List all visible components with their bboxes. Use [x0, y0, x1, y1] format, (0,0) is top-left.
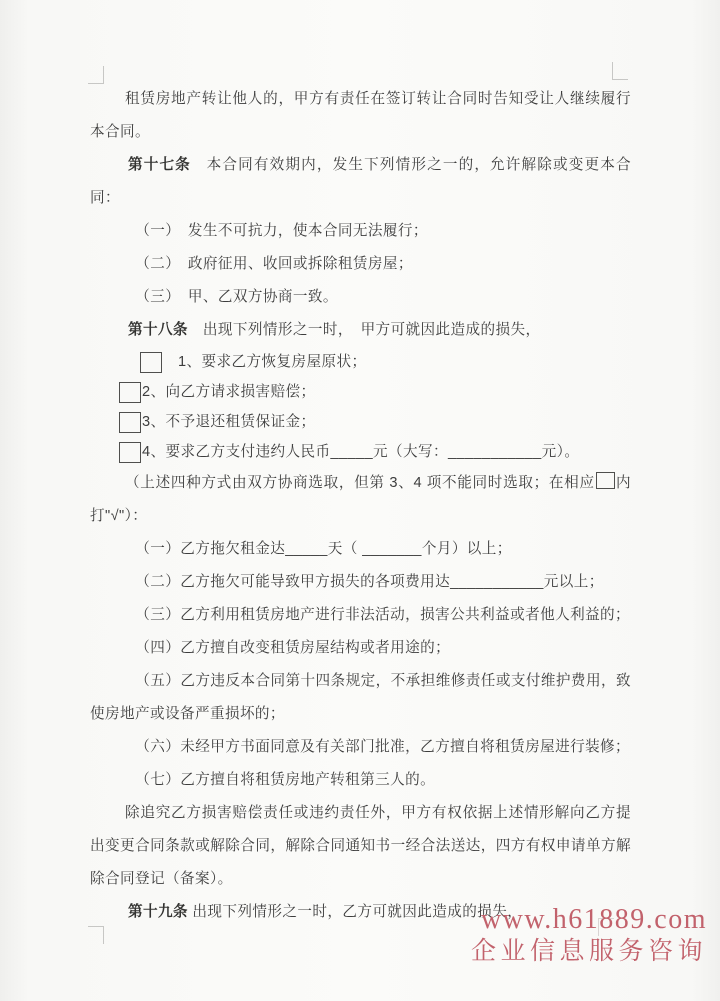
- clause-18-item-1: （一）乙方拖欠租金达_____天（ _______个月）以上；: [135, 541, 512, 557]
- checkbox-option-3[interactable]: [119, 412, 141, 433]
- clause-17-heading: [90, 149, 631, 215]
- selection-note-text-after: 内打"√"）：: [90, 475, 631, 524]
- checkbox-option-4[interactable]: [119, 442, 141, 463]
- clause-17-text: 本合同有效期内，发生下列情形之一的，允许解除或变更本合同：: [90, 157, 632, 206]
- clause-19-number: 第十九条: [127, 904, 188, 920]
- watermark-caption: 企业信息服务咨询: [470, 937, 707, 965]
- checkbox-option-2[interactable]: [119, 382, 141, 403]
- checkbox-option-2-label: 2、向乙方请求损害赔偿；: [142, 383, 316, 400]
- crop-mark-top-left: [88, 66, 104, 84]
- clause-18-item-5: （五）乙方违反本合同第十四条规定，不承担维修责任或支付维护费用，致使房地产或设备严重损坏的；: [90, 673, 631, 722]
- checkbox-option-3-label: 3、不予退还租赁保证金；: [142, 413, 316, 430]
- clause-18-item-7: （七）乙方擅自将租赁房地产转租第三人的。: [135, 772, 436, 788]
- selection-note-text-before: （上述四种方式由双方协商选取，但第 3、4 项不能同时选取；在相应: [125, 475, 595, 491]
- clause-17-item-3: （三） 甲、乙双方协商一致。: [135, 289, 338, 305]
- checkbox-row-option-4: [119, 437, 631, 467]
- clause-18-item-2: （二）乙方拖欠可能导致甲方损失的各项费用达___________元以上；: [135, 574, 604, 590]
- watermark-url: www.h61889.com: [480, 903, 707, 935]
- clause-19-text: 出现下列情形之一时，乙方可就因此造成的损失，: [187, 904, 523, 920]
- clause-17-item-1: （一） 发生不可抗力，使本合同无法履行；: [135, 223, 428, 239]
- checkbox-option-1-label: 1、要求乙方恢复房屋原状；: [178, 353, 367, 370]
- checkbox-option-4-label: 4、要求乙方支付违约人民币_____元（大写：___________元）。: [142, 443, 580, 460]
- clause-18-item-6: （六）未经甲方书面同意及有关部门批准，乙方擅自将租赁房屋进行装修；: [135, 739, 631, 755]
- paragraph-termination-rights: 除追究乙方损害赔偿责任或违约责任外，甲方有权依据上述情形解向乙方提出变更合同条款或解除合同，解除合同通知书一经合法送达，四方有权申请单方解除合同登记（备案）。: [90, 805, 631, 887]
- clause-17-number: 第十七条: [127, 157, 191, 173]
- checkbox-option-1[interactable]: [140, 352, 162, 373]
- inline-checkbox[interactable]: [596, 472, 615, 489]
- clause-18-text: 出现下列情形之一时， 甲方可就因此造成的损失，: [187, 322, 541, 338]
- watermark: [471, 904, 707, 965]
- clause-18-item-4: （四）乙方擅自改变租赁房屋结构或者用途的；: [135, 640, 451, 656]
- clause-17-item-2: （二） 政府征用、收回或拆除租赁房屋；: [135, 256, 413, 272]
- clause-18-number: 第十八条: [127, 322, 188, 338]
- paragraph-selection-note: [90, 467, 631, 533]
- checkbox-row-option-3: [119, 407, 631, 437]
- clause-18-heading: [90, 314, 631, 347]
- paragraph-transfer-obligation: 租赁房地产转让他人的，甲方有责任在签订转让合同时告知受让人继续履行本合同。: [90, 91, 631, 140]
- checkbox-row-option-2: [119, 377, 631, 407]
- contract-body: [90, 83, 631, 929]
- clause-18-item-3: （三）乙方利用租赁房地产进行非法活动，损害公共利益或者他人利益的；: [135, 607, 631, 623]
- checkbox-row-option-1: [140, 347, 631, 377]
- crop-mark-top-right: [612, 62, 628, 80]
